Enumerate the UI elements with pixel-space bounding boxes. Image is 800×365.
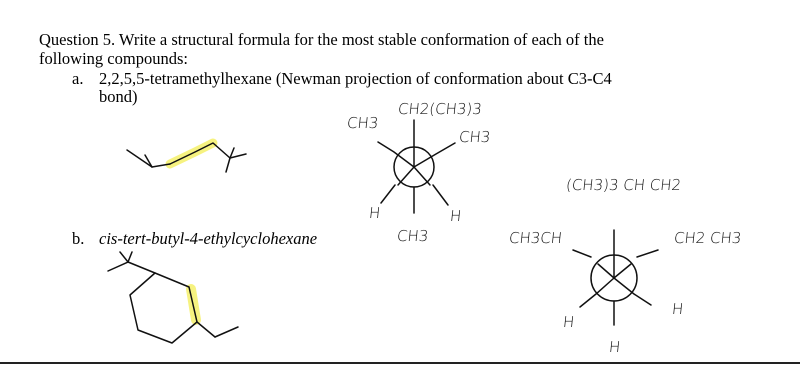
newman-a-lower-right-label: H <box>449 207 463 225</box>
newman-a-lower-left-label: H <box>368 204 382 222</box>
part-a-letter: a. <box>72 69 84 88</box>
part-a-text-line-2: bond) <box>99 87 138 106</box>
newman-projection-b <box>573 230 658 325</box>
newman-a-upper-right-label: CH3 <box>458 128 492 146</box>
newman-projection-a <box>378 120 455 213</box>
newman-b-left-label: CH3CH <box>508 229 564 247</box>
skeletal-formula-b <box>108 252 238 343</box>
part-b-letter: b. <box>72 229 85 248</box>
part-b-text: cis-tert-butyl-4-ethylcyclohexane <box>99 229 318 248</box>
part-a-text-line-1: 2,2,5,5-tetramethylhexane (Newman projection of conformation about C3-C4 <box>99 69 612 88</box>
question-line-2: following compounds: <box>39 49 188 68</box>
newman-b-right-label: CH2 CH3 <box>673 229 743 247</box>
newman-b-bottom-label: H <box>608 338 622 356</box>
newman-b-top-label: (CH3)3 CH CH2 <box>565 176 683 194</box>
skeletal-formula-a <box>127 143 246 172</box>
newman-a-upper-left-label: CH3 <box>346 114 380 132</box>
newman-a-bottom-label: CH3 <box>396 227 430 245</box>
question-line-1: Question 5. Write a structural formula for the most stable conformation of each of the <box>39 30 604 49</box>
newman-b-lower-right-label: H <box>671 300 685 318</box>
newman-b-lower-left-label: H <box>562 313 576 331</box>
newman-a-top-label: CH2(CH3)3 <box>397 100 483 118</box>
page-bottom-rule <box>0 362 800 364</box>
